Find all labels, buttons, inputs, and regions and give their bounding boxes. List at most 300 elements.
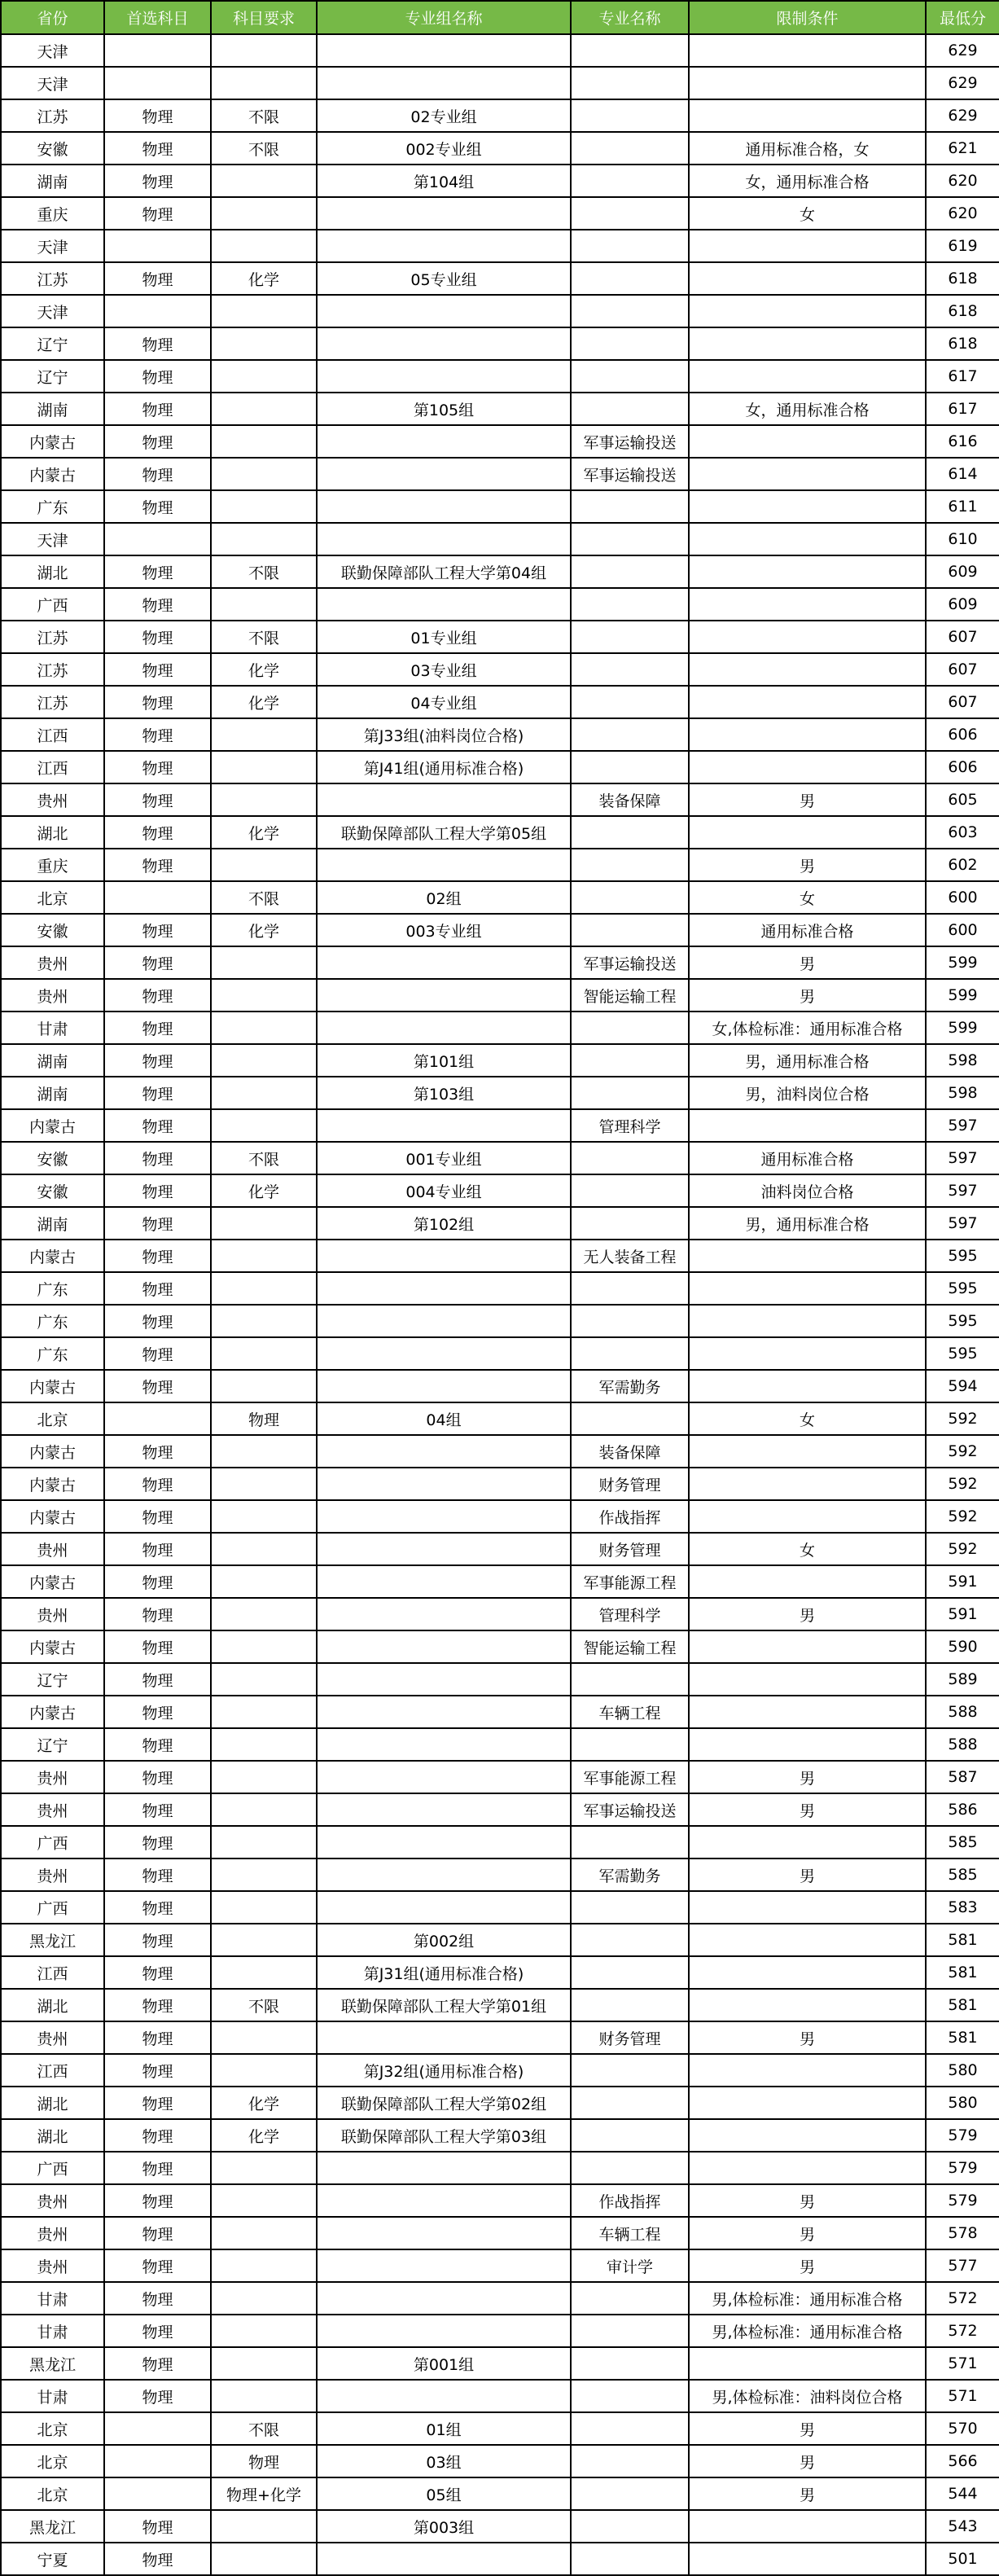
table-row — [1, 2445, 999, 2477]
cell-min-score: 571 — [926, 2347, 999, 2380]
cell-restriction — [689, 99, 926, 132]
cell-major-name — [571, 1174, 689, 1207]
cell-first-subject: 物理 — [104, 2347, 211, 2380]
header-restriction: 限制条件 — [689, 1, 926, 34]
cell-major-group: 001专业组 — [317, 1142, 571, 1174]
cell-province: 内蒙古 — [1, 1500, 104, 1533]
cell-province: 安徽 — [1, 1174, 104, 1207]
cell-min-score: 583 — [926, 1891, 999, 1924]
cell-major-name — [571, 1956, 689, 1989]
table-row — [1, 686, 999, 718]
table-row — [1, 1696, 999, 1728]
cell-first-subject: 物理 — [104, 2380, 211, 2412]
cell-min-score: 588 — [926, 1728, 999, 1761]
cell-major-group — [317, 1533, 571, 1565]
cell-first-subject: 物理 — [104, 2184, 211, 2217]
cell-major-name — [571, 1989, 689, 2021]
cell-restriction: 女 — [689, 881, 926, 914]
cell-subject-requirement — [211, 1728, 317, 1761]
cell-subject-requirement — [211, 2380, 317, 2412]
cell-subject-requirement — [211, 2315, 317, 2347]
cell-min-score: 580 — [926, 2054, 999, 2087]
cell-major-group — [317, 849, 571, 881]
cell-subject-requirement — [211, 393, 317, 425]
cell-major-name — [571, 686, 689, 718]
cell-major-name — [571, 2477, 689, 2510]
cell-min-score: 581 — [926, 2021, 999, 2054]
cell-restriction — [689, 262, 926, 295]
cell-min-score: 600 — [926, 881, 999, 914]
cell-major-group — [317, 1663, 571, 1696]
cell-subject-requirement — [211, 1500, 317, 1533]
cell-province: 湖南 — [1, 165, 104, 197]
table-row — [1, 2184, 999, 2217]
cell-restriction — [689, 1826, 926, 1858]
header-min-score: 最低分 — [926, 1, 999, 34]
cell-major-name — [571, 621, 689, 653]
cell-subject-requirement — [211, 458, 317, 490]
cell-province: 内蒙古 — [1, 1696, 104, 1728]
cell-major-name — [571, 197, 689, 230]
cell-major-name — [571, 1891, 689, 1924]
cell-restriction — [689, 458, 926, 490]
cell-province: 黑龙江 — [1, 2510, 104, 2543]
cell-subject-requirement: 不限 — [211, 2412, 317, 2445]
cell-major-name — [571, 2380, 689, 2412]
cell-first-subject: 物理 — [104, 816, 211, 849]
cell-major-group — [317, 1272, 571, 1305]
cell-major-name: 装备保障 — [571, 783, 689, 816]
cell-major-name — [571, 99, 689, 132]
cell-first-subject: 物理 — [104, 2152, 211, 2184]
table-row — [1, 979, 999, 1012]
cell-subject-requirement: 化学 — [211, 262, 317, 295]
cell-min-score: 595 — [926, 1305, 999, 1337]
cell-province: 广东 — [1, 490, 104, 523]
cell-major-group — [317, 2315, 571, 2347]
cell-min-score: 592 — [926, 1533, 999, 1565]
cell-first-subject: 物理 — [104, 1533, 211, 1565]
header-first-subject: 首选科目 — [104, 1, 211, 34]
cell-subject-requirement: 化学 — [211, 914, 317, 946]
cell-province: 重庆 — [1, 849, 104, 881]
cell-first-subject — [104, 34, 211, 67]
cell-major-group — [317, 1305, 571, 1337]
cell-subject-requirement — [211, 1337, 317, 1370]
table-row — [1, 1174, 999, 1207]
cell-first-subject: 物理 — [104, 1989, 211, 2021]
cell-min-score: 585 — [926, 1858, 999, 1891]
cell-major-name — [571, 2087, 689, 2119]
table-row — [1, 751, 999, 783]
cell-min-score: 629 — [926, 99, 999, 132]
cell-subject-requirement — [211, 425, 317, 458]
cell-major-name — [571, 1207, 689, 1240]
table-row — [1, 1663, 999, 1696]
cell-first-subject: 物理 — [104, 458, 211, 490]
cell-major-name — [571, 165, 689, 197]
cell-subject-requirement — [211, 490, 317, 523]
cell-subject-requirement — [211, 2152, 317, 2184]
cell-restriction: 男 — [689, 1761, 926, 1793]
cell-major-name — [571, 393, 689, 425]
cell-major-group: 第J31组(通用标准合格) — [317, 1956, 571, 1989]
table-row — [1, 1793, 999, 1826]
cell-subject-requirement: 不限 — [211, 881, 317, 914]
cell-restriction: 男 — [689, 946, 926, 979]
cell-major-name — [571, 67, 689, 99]
cell-restriction — [689, 1109, 926, 1142]
cell-major-group — [317, 2380, 571, 2412]
cell-major-name — [571, 1142, 689, 1174]
table-row — [1, 1402, 999, 1435]
table-row — [1, 2412, 999, 2445]
table-row — [1, 2380, 999, 2412]
cell-province: 湖北 — [1, 555, 104, 588]
cell-first-subject: 物理 — [104, 132, 211, 165]
cell-major-group: 第J32组(通用标准合格) — [317, 2054, 571, 2087]
cell-major-group — [317, 2543, 571, 2575]
cell-subject-requirement — [211, 197, 317, 230]
cell-restriction: 男 — [689, 2249, 926, 2282]
cell-major-name — [571, 2054, 689, 2087]
cell-first-subject: 物理 — [104, 751, 211, 783]
table-row — [1, 1956, 999, 1989]
cell-major-name: 军事能源工程 — [571, 1565, 689, 1598]
cell-province: 安徽 — [1, 914, 104, 946]
table-row — [1, 1858, 999, 1891]
cell-major-group: 第103组 — [317, 1077, 571, 1109]
table-row — [1, 2021, 999, 2054]
cell-min-score: 585 — [926, 1826, 999, 1858]
cell-major-name: 财务管理 — [571, 1533, 689, 1565]
cell-first-subject: 物理 — [104, 2087, 211, 2119]
table-row — [1, 295, 999, 327]
cell-major-name — [571, 588, 689, 621]
table-row — [1, 881, 999, 914]
cell-min-score: 598 — [926, 1044, 999, 1077]
cell-subject-requirement — [211, 1663, 317, 1696]
table-row — [1, 2543, 999, 2575]
cell-first-subject — [104, 2445, 211, 2477]
cell-restriction — [689, 751, 926, 783]
cell-subject-requirement — [211, 1565, 317, 1598]
cell-min-score: 591 — [926, 1565, 999, 1598]
cell-first-subject: 物理 — [104, 393, 211, 425]
cell-major-name — [571, 1337, 689, 1370]
cell-major-name — [571, 1924, 689, 1956]
cell-restriction: 女，通用标准合格 — [689, 393, 926, 425]
cell-first-subject: 物理 — [104, 621, 211, 653]
cell-subject-requirement: 不限 — [211, 621, 317, 653]
cell-min-score: 580 — [926, 2087, 999, 2119]
cell-subject-requirement — [211, 783, 317, 816]
cell-first-subject: 物理 — [104, 1696, 211, 1728]
cell-major-group: 003专业组 — [317, 914, 571, 946]
cell-subject-requirement — [211, 2282, 317, 2315]
cell-min-score: 620 — [926, 197, 999, 230]
table-row — [1, 1598, 999, 1630]
cell-province: 天津 — [1, 34, 104, 67]
cell-province: 江苏 — [1, 99, 104, 132]
cell-first-subject: 物理 — [104, 1891, 211, 1924]
cell-subject-requirement — [211, 2021, 317, 2054]
cell-major-group — [317, 1337, 571, 1370]
cell-restriction: 男 — [689, 979, 926, 1012]
cell-first-subject — [104, 523, 211, 555]
cell-first-subject: 物理 — [104, 1370, 211, 1402]
cell-first-subject: 物理 — [104, 1337, 211, 1370]
cell-min-score: 600 — [926, 914, 999, 946]
cell-subject-requirement — [211, 1858, 317, 1891]
table-row — [1, 1370, 999, 1402]
cell-min-score: 619 — [926, 230, 999, 262]
cell-restriction — [689, 2087, 926, 2119]
cell-major-group — [317, 1891, 571, 1924]
cell-major-name — [571, 262, 689, 295]
cell-min-score: 609 — [926, 588, 999, 621]
table-row — [1, 2087, 999, 2119]
cell-first-subject: 物理 — [104, 1044, 211, 1077]
cell-min-score: 606 — [926, 751, 999, 783]
cell-major-name — [571, 1826, 689, 1858]
cell-major-group — [317, 1012, 571, 1044]
cell-restriction: 男 — [689, 2412, 926, 2445]
cell-first-subject: 物理 — [104, 1468, 211, 1500]
table-row — [1, 1012, 999, 1044]
cell-min-score: 603 — [926, 816, 999, 849]
cell-min-score: 592 — [926, 1468, 999, 1500]
cell-restriction — [689, 2510, 926, 2543]
cell-major-group: 第104组 — [317, 165, 571, 197]
cell-min-score: 597 — [926, 1207, 999, 1240]
cell-major-group: 02组 — [317, 881, 571, 914]
cell-province: 江西 — [1, 751, 104, 783]
cell-min-score: 605 — [926, 783, 999, 816]
cell-min-score: 611 — [926, 490, 999, 523]
table-row — [1, 621, 999, 653]
table-row — [1, 2347, 999, 2380]
cell-subject-requirement — [211, 523, 317, 555]
table-row — [1, 1142, 999, 1174]
cell-first-subject: 物理 — [104, 490, 211, 523]
cell-restriction — [689, 1500, 926, 1533]
cell-major-name: 军事能源工程 — [571, 1761, 689, 1793]
cell-subject-requirement — [211, 1696, 317, 1728]
cell-major-group: 第001组 — [317, 2347, 571, 2380]
cell-min-score: 595 — [926, 1272, 999, 1305]
cell-major-name: 装备保障 — [571, 1435, 689, 1468]
table-row — [1, 718, 999, 751]
cell-subject-requirement — [211, 1370, 317, 1402]
cell-major-group — [317, 2249, 571, 2282]
cell-major-name — [571, 132, 689, 165]
cell-first-subject: 物理 — [104, 946, 211, 979]
table-row — [1, 1630, 999, 1663]
cell-major-group — [317, 197, 571, 230]
cell-first-subject: 物理 — [104, 555, 211, 588]
cell-restriction — [689, 653, 926, 686]
cell-first-subject — [104, 230, 211, 262]
cell-province: 北京 — [1, 881, 104, 914]
cell-subject-requirement: 化学 — [211, 1174, 317, 1207]
cell-major-group: 联勤保障部队工程大学第03组 — [317, 2119, 571, 2152]
cell-province: 天津 — [1, 67, 104, 99]
cell-province: 广东 — [1, 1337, 104, 1370]
cell-subject-requirement: 物理+化学 — [211, 2477, 317, 2510]
cell-subject-requirement — [211, 1109, 317, 1142]
cell-major-group — [317, 490, 571, 523]
table-row — [1, 653, 999, 686]
cell-province: 辽宁 — [1, 1728, 104, 1761]
table-row — [1, 816, 999, 849]
cell-major-group — [317, 588, 571, 621]
cell-province: 北京 — [1, 2445, 104, 2477]
cell-restriction — [689, 523, 926, 555]
cell-major-group: 第003组 — [317, 2510, 571, 2543]
cell-restriction: 女,体检标准：通用标准合格 — [689, 1012, 926, 1044]
cell-province: 广东 — [1, 1305, 104, 1337]
cell-major-group — [317, 1565, 571, 1598]
cell-restriction: 女 — [689, 197, 926, 230]
table-row — [1, 2315, 999, 2347]
cell-min-score: 544 — [926, 2477, 999, 2510]
cell-restriction: 男 — [689, 1793, 926, 1826]
cell-restriction — [689, 1565, 926, 1598]
cell-restriction: 男,体检标准：油料岗位合格 — [689, 2380, 926, 2412]
cell-restriction: 女，通用标准合格 — [689, 165, 926, 197]
cell-major-group — [317, 1500, 571, 1533]
cell-subject-requirement — [211, 979, 317, 1012]
cell-province: 天津 — [1, 523, 104, 555]
cell-major-name: 智能运输工程 — [571, 1630, 689, 1663]
cell-restriction: 通用标准合格，女 — [689, 132, 926, 165]
cell-first-subject: 物理 — [104, 1956, 211, 1989]
cell-major-group — [317, 1761, 571, 1793]
cell-major-name: 军需勤务 — [571, 1370, 689, 1402]
cell-major-group — [317, 979, 571, 1012]
cell-subject-requirement — [211, 1924, 317, 1956]
cell-restriction — [689, 327, 926, 360]
cell-major-group — [317, 295, 571, 327]
cell-major-name — [571, 1728, 689, 1761]
cell-restriction: 男，通用标准合格 — [689, 1044, 926, 1077]
cell-subject-requirement: 不限 — [211, 132, 317, 165]
cell-major-group: 004专业组 — [317, 1174, 571, 1207]
cell-min-score: 607 — [926, 621, 999, 653]
cell-restriction — [689, 718, 926, 751]
cell-restriction — [689, 621, 926, 653]
cell-province: 贵州 — [1, 979, 104, 1012]
cell-province: 内蒙古 — [1, 1565, 104, 1598]
cell-restriction — [689, 1370, 926, 1402]
cell-province: 湖北 — [1, 1989, 104, 2021]
cell-major-group: 05专业组 — [317, 262, 571, 295]
cell-major-name — [571, 295, 689, 327]
cell-major-group — [317, 1435, 571, 1468]
table-row — [1, 2119, 999, 2152]
cell-first-subject — [104, 2412, 211, 2445]
cell-major-group: 联勤保障部队工程大学第04组 — [317, 555, 571, 588]
cell-restriction: 男,体检标准：通用标准合格 — [689, 2315, 926, 2347]
cell-restriction — [689, 230, 926, 262]
cell-major-group: 第J41组(通用标准合格) — [317, 751, 571, 783]
cell-first-subject — [104, 67, 211, 99]
cell-major-group — [317, 34, 571, 67]
cell-province: 内蒙古 — [1, 1630, 104, 1663]
cell-subject-requirement — [211, 1012, 317, 1044]
cell-province: 贵州 — [1, 2217, 104, 2249]
cell-restriction — [689, 34, 926, 67]
cell-first-subject: 物理 — [104, 1142, 211, 1174]
table-row — [1, 1044, 999, 1077]
cell-subject-requirement: 化学 — [211, 2087, 317, 2119]
cell-subject-requirement — [211, 2217, 317, 2249]
cell-subject-requirement — [211, 327, 317, 360]
cell-major-name — [571, 849, 689, 881]
table-row — [1, 197, 999, 230]
cell-province: 天津 — [1, 295, 104, 327]
cell-major-name: 军事运输投送 — [571, 946, 689, 979]
table-row — [1, 165, 999, 197]
cell-major-group: 01专业组 — [317, 621, 571, 653]
cell-major-group — [317, 1793, 571, 1826]
table-row — [1, 393, 999, 425]
cell-subject-requirement — [211, 718, 317, 751]
cell-restriction — [689, 2119, 926, 2152]
table-row — [1, 458, 999, 490]
cell-province: 湖南 — [1, 393, 104, 425]
cell-major-group: 002专业组 — [317, 132, 571, 165]
cell-major-group — [317, 523, 571, 555]
cell-major-group: 联勤保障部队工程大学第05组 — [317, 816, 571, 849]
cell-province: 广西 — [1, 2152, 104, 2184]
cell-major-group — [317, 458, 571, 490]
cell-restriction: 男，油料岗位合格 — [689, 1077, 926, 1109]
cell-subject-requirement — [211, 67, 317, 99]
cell-major-name — [571, 1272, 689, 1305]
cell-major-name: 军事运输投送 — [571, 1793, 689, 1826]
cell-major-name — [571, 1663, 689, 1696]
cell-min-score: 581 — [926, 1989, 999, 2021]
cell-first-subject: 物理 — [104, 360, 211, 393]
cell-subject-requirement — [211, 2054, 317, 2087]
cell-province: 广西 — [1, 1826, 104, 1858]
cell-province: 江西 — [1, 1956, 104, 1989]
table-row — [1, 1989, 999, 2021]
cell-major-group: 01组 — [317, 2412, 571, 2445]
cell-min-score: 571 — [926, 2380, 999, 2412]
cell-major-name — [571, 751, 689, 783]
cell-first-subject: 物理 — [104, 1826, 211, 1858]
cell-major-name: 管理科学 — [571, 1109, 689, 1142]
cell-min-score: 618 — [926, 262, 999, 295]
cell-province: 江苏 — [1, 262, 104, 295]
cell-province: 甘肃 — [1, 1012, 104, 1044]
cell-min-score: 592 — [926, 1500, 999, 1533]
cell-province: 内蒙古 — [1, 458, 104, 490]
cell-restriction — [689, 1337, 926, 1370]
cell-subject-requirement — [211, 1240, 317, 1272]
cell-min-score: 607 — [926, 653, 999, 686]
cell-major-group — [317, 783, 571, 816]
cell-subject-requirement — [211, 1630, 317, 1663]
cell-major-group — [317, 2152, 571, 2184]
cell-min-score: 629 — [926, 34, 999, 67]
cell-major-name — [571, 490, 689, 523]
cell-restriction: 男 — [689, 1858, 926, 1891]
table-header — [1, 1, 999, 34]
